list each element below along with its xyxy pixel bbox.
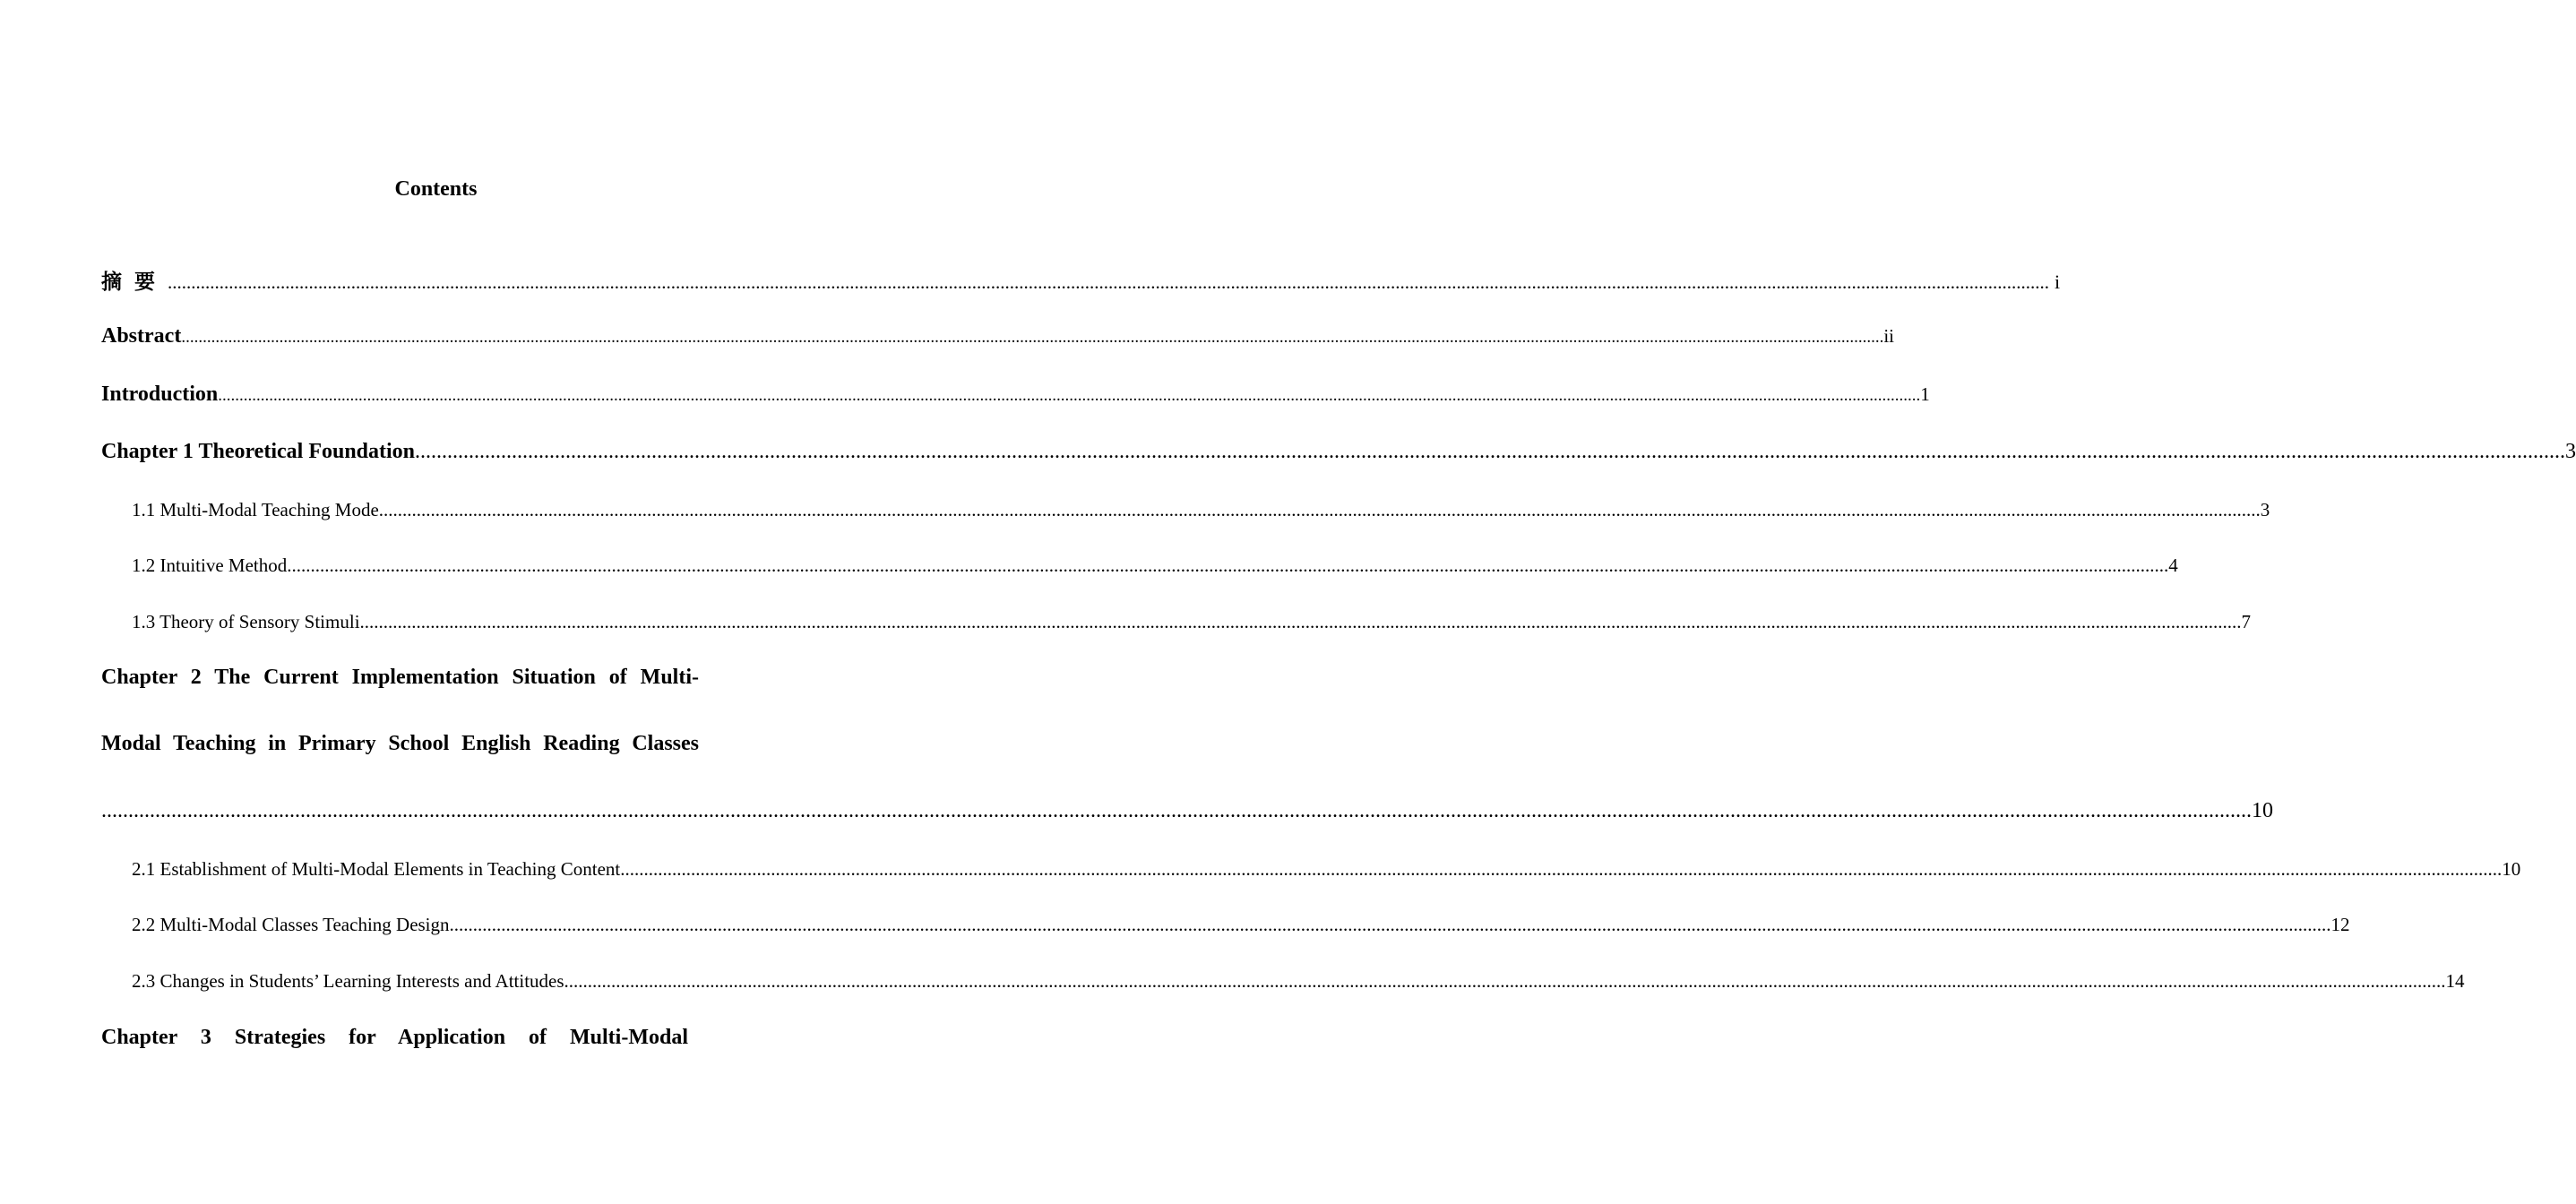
leader-dots: ................................................................................................................................................................................................................................................................................................................................................................................................................ [218, 386, 1921, 405]
toc-page-number: 1 [1920, 383, 1930, 405]
toc-entry-label: Chapter 1 Theoretical Foundation [101, 440, 416, 463]
toc-chapter-2-line-2[interactable]: Modal Teaching in Primary School English Reading Classes [101, 732, 699, 755]
toc-page-number: 12 [2330, 914, 2350, 935]
toc-entry-label: 摘要 [101, 271, 168, 294]
toc-entry-label: Introduction [101, 383, 219, 406]
toc-page-number: 10 [2252, 799, 2273, 822]
toc-page-number: 7 [2241, 611, 2252, 632]
toc-entry-section-1-2[interactable] [132, 555, 2178, 577]
toc-page-number: 3 [2565, 440, 2576, 463]
toc-entry-section-1-1[interactable] [132, 499, 2270, 521]
toc-page-number: 3 [2260, 499, 2270, 520]
toc-entry-label: 2.1 Establishment of Multi-Modal Elements in Teaching Content [132, 858, 621, 880]
toc-entry-label: Abstract [101, 324, 182, 348]
toc-entry-label: 1.1 Multi-Modal Teaching Mode [132, 499, 379, 520]
toc-entry-label: 2.2 Multi-Modal Classes Teaching Design [132, 914, 450, 935]
toc-entry-chapter-2-page[interactable] [101, 799, 2273, 823]
leader-dots: ................................................................................................................................................................................................................................................................................................................................................................................................................ [378, 499, 2261, 520]
toc-entry-label: 1.2 Intuitive Method [132, 555, 288, 576]
toc-page-number: ii [1883, 325, 1894, 347]
toc-chapter-2-line-1[interactable]: Chapter 2 The Current Implementation Situation of Multi- [101, 666, 699, 689]
toc-entry-section-2-2[interactable] [132, 914, 2350, 936]
toc-entry-section-2-1[interactable] [132, 858, 2521, 881]
toc-chapter-3-line-1[interactable]: Chapter 3 Strategies for Application of Multi-Modal [101, 1026, 688, 1049]
toc-page-number: 10 [2502, 858, 2521, 880]
leader-dots: ................................................................................................................................................................................................................................................................................................................................................................................................................ [415, 440, 2566, 463]
leader-dots: ................................................................................................................................................................................................................................................................................................................................................................................................................ [359, 611, 2242, 632]
leader-dots: ................................................................................................................................................................................................................................................................................................................................................................................................................ [168, 271, 2049, 293]
leader-dots: ................................................................................................................................................................................................................................................................................................................................................................................................................ [101, 799, 2252, 822]
leader-dots: ................................................................................................................................................................................................................................................................................................................................................................................................................ [449, 914, 2331, 935]
toc-entry-abstract[interactable] [101, 324, 1894, 348]
contents-title: Contents [394, 177, 478, 201]
toc-page-number: 14 [2445, 970, 2465, 992]
leader-dots: ................................................................................................................................................................................................................................................................................................................................................................................................................ [287, 555, 2169, 576]
toc-entry-introduction[interactable] [101, 383, 1930, 407]
toc-page-number: i [2055, 271, 2061, 293]
leader-dots: ................................................................................................................................................................................................................................................................................................................................................................................................................ [620, 858, 2503, 880]
toc-page-number: 4 [2168, 555, 2178, 576]
toc-entry-label: 1.3 Theory of Sensory Stimuli [132, 611, 360, 632]
toc-entry-chapter-1[interactable] [101, 440, 2576, 464]
toc-entry-label: 2.3 Changes in Students’ Learning Interests and Attitudes [132, 970, 564, 992]
leader-dots: ................................................................................................................................................................................................................................................................................................................................................................................................................ [181, 328, 1884, 347]
toc-entry-section-1-3[interactable] [132, 611, 2252, 633]
toc-entry-abstract-cn[interactable] [101, 265, 2061, 295]
toc-entry-section-2-3[interactable] [132, 970, 2465, 993]
leader-dots: ................................................................................................................................................................................................................................................................................................................................................................................................................ [564, 970, 2446, 992]
